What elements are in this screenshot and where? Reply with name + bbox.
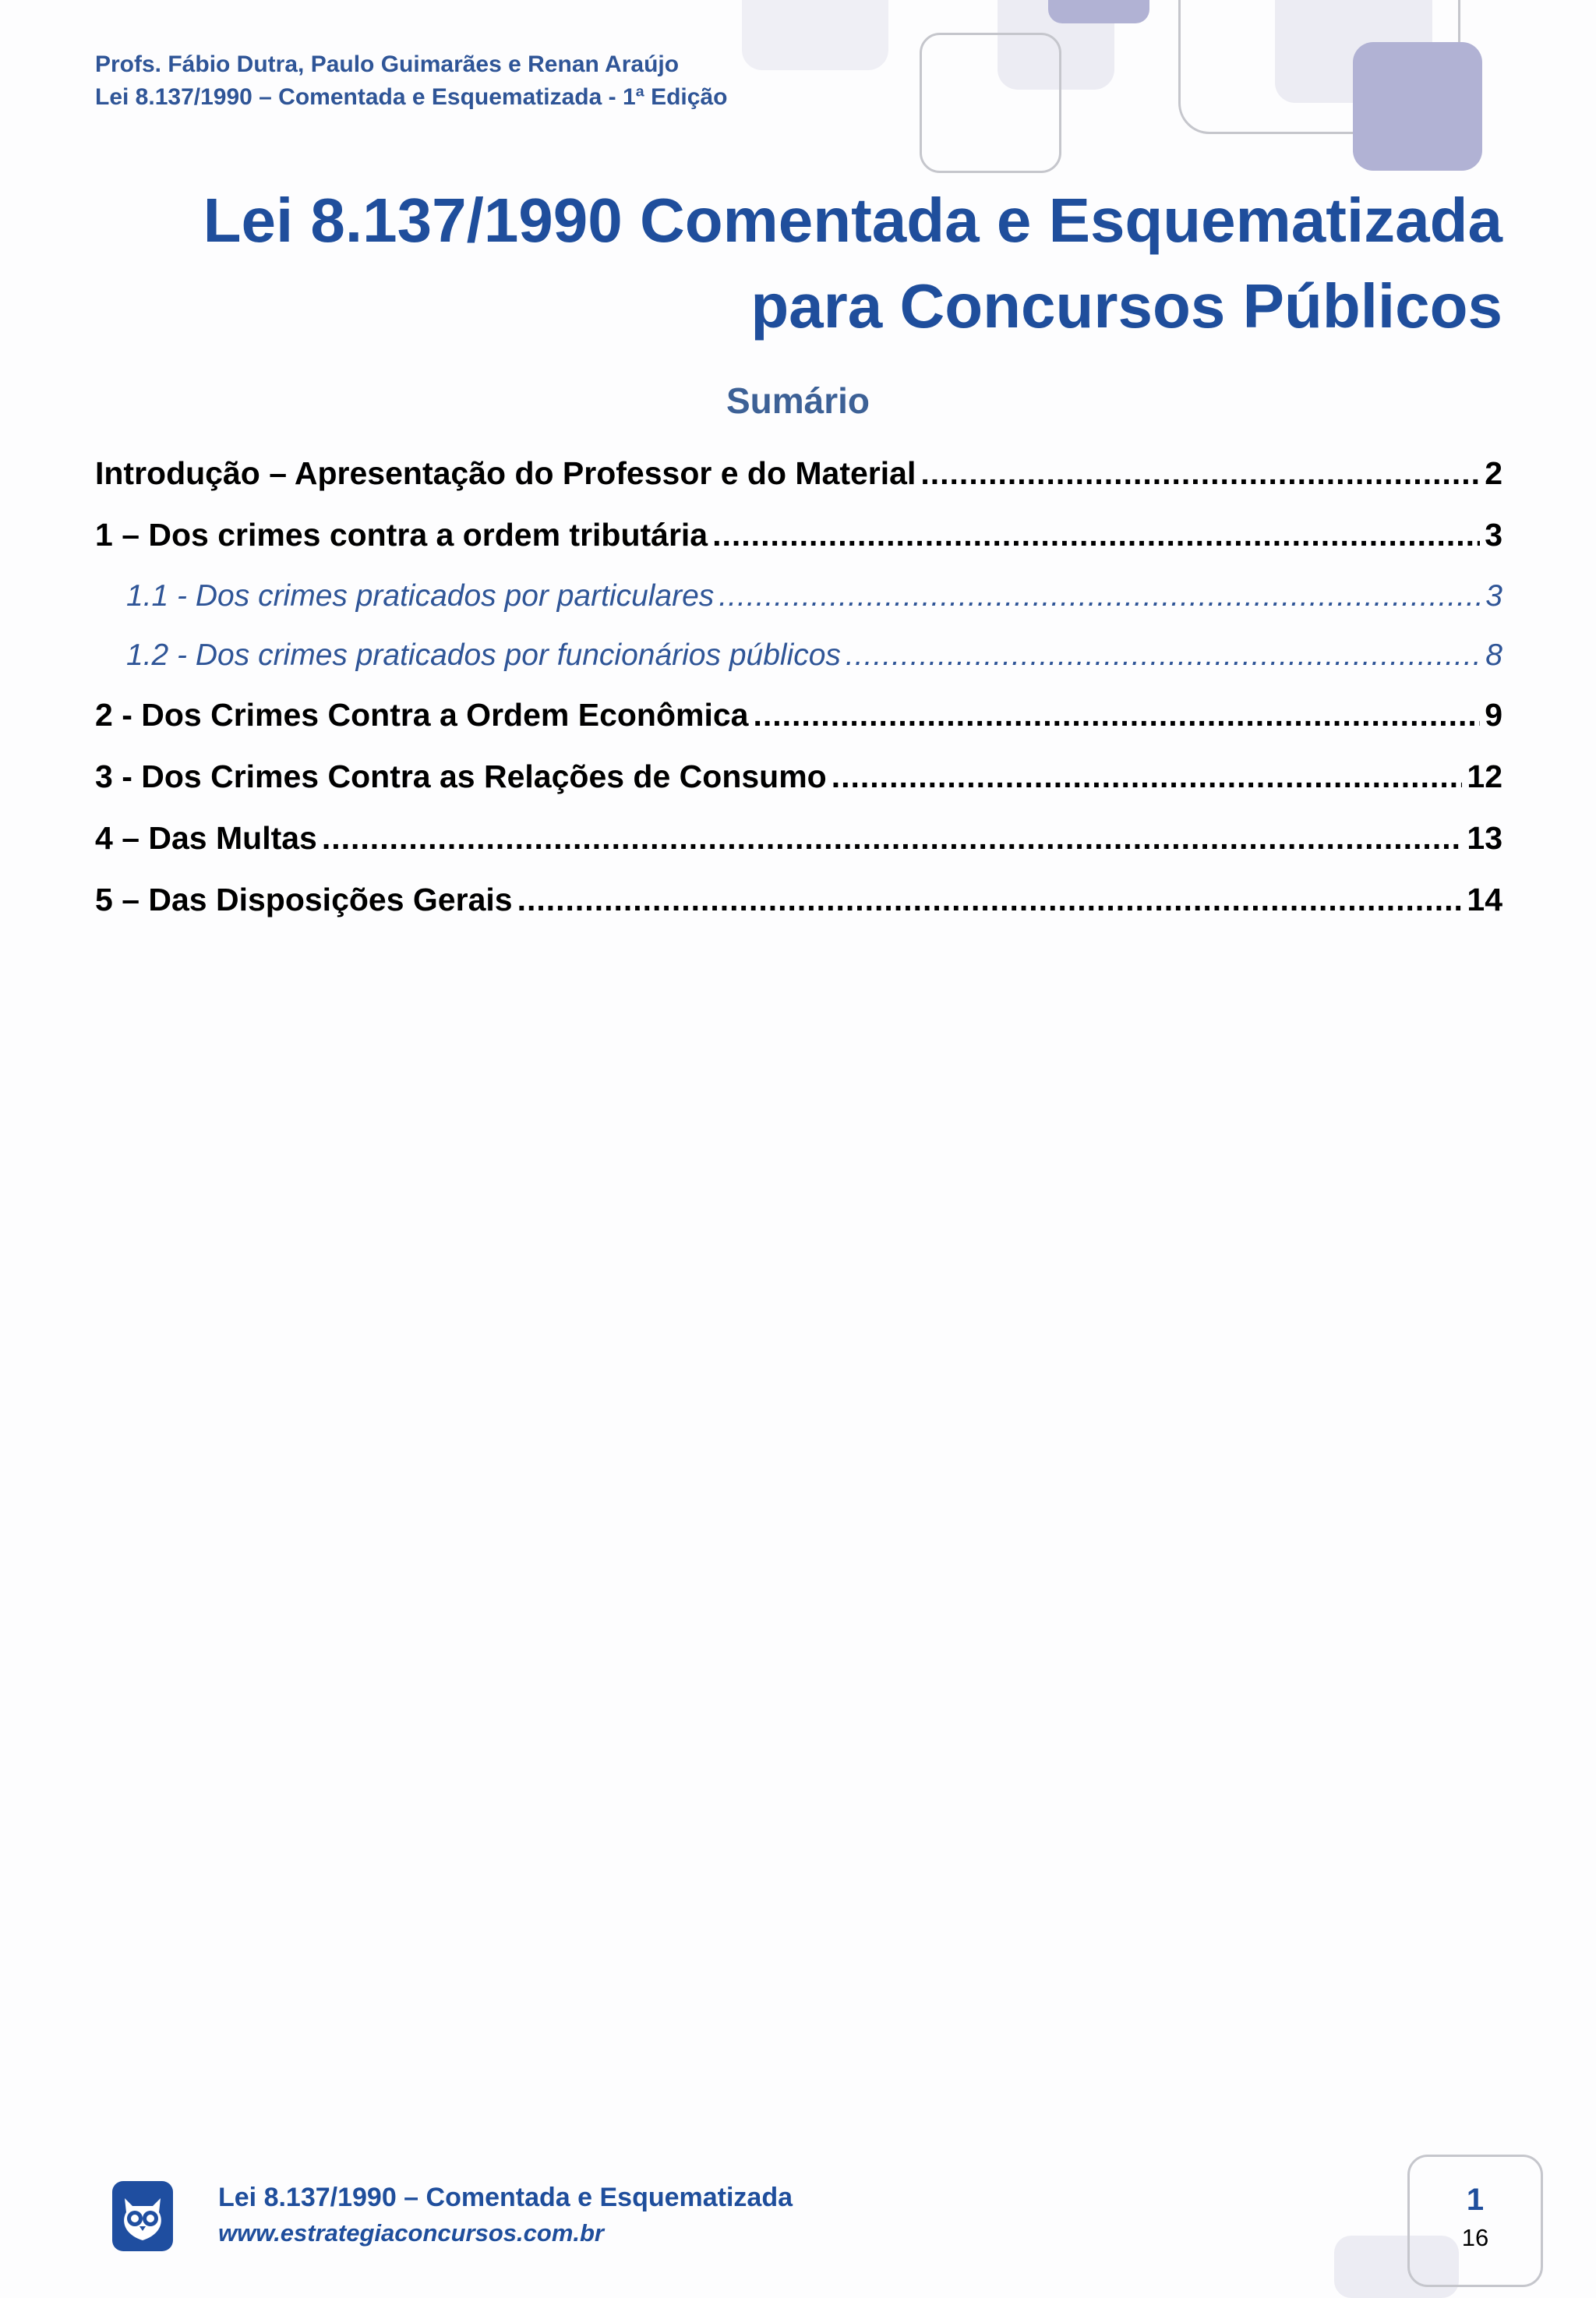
- toc-subentry-page: 3: [1485, 579, 1502, 613]
- toc-entry-label: 1 – Dos crimes contra a ordem tributária: [95, 517, 708, 553]
- toc-entry[interactable]: [95, 691, 1502, 752]
- footer-website-link[interactable]: www.estrategiaconcursos.com.br: [218, 2219, 605, 2247]
- toc-entry-label: 3 - Dos Crimes Contra as Relações de Consumo: [95, 758, 827, 794]
- decorative-square: [1353, 42, 1482, 171]
- toc-dot-leader: [719, 572, 1481, 620]
- toc-entry-page: 2: [1485, 455, 1502, 491]
- owl-logo-svg: [112, 2181, 173, 2251]
- toc-dot-leader: [322, 814, 1463, 862]
- decorative-square: [742, 0, 888, 70]
- header-authors: Profs. Fábio Dutra, Paulo Guimarães e Renan Araújo: [95, 51, 680, 77]
- toc-dot-leader: [712, 511, 1480, 559]
- header-subtitle: Lei 8.137/1990 – Comentada e Esquematizada - 1ª Edição: [95, 84, 728, 110]
- toc-entry-page: 14: [1467, 882, 1502, 917]
- toc-subentry[interactable]: [95, 572, 1502, 631]
- decorative-square-outline: [920, 33, 1061, 173]
- page-number-current: 1: [1466, 2183, 1485, 2217]
- toc-entry[interactable]: [95, 752, 1502, 814]
- toc-dot-leader: [753, 691, 1480, 739]
- toc-entry-page: 9: [1485, 697, 1502, 733]
- toc-dot-leader: [517, 875, 1463, 924]
- page-title: [203, 178, 1502, 349]
- toc-entry[interactable]: [95, 449, 1502, 511]
- toc-entry-label: Introdução – Apresentação do Professor e do Material: [95, 455, 916, 491]
- toc-entry[interactable]: [95, 814, 1502, 875]
- footer-text: [218, 2180, 793, 2251]
- footer-title: Lei 8.137/1990 – Comentada e Esquematizada: [218, 2183, 793, 2212]
- decorative-square: [1048, 0, 1149, 23]
- toc-subentry[interactable]: [95, 631, 1502, 691]
- summary-heading: Sumário: [726, 380, 870, 421]
- toc-entry-label: 4 – Das Multas: [95, 820, 317, 856]
- toc-dot-leader: [920, 449, 1480, 497]
- page-number-box: [1407, 2155, 1543, 2287]
- toc-entry-page: 12: [1467, 758, 1502, 794]
- toc-subentry-page: 8: [1485, 638, 1502, 672]
- toc-entry[interactable]: [95, 875, 1502, 937]
- table-of-contents: [95, 449, 1502, 937]
- toc-entry-label: 5 – Das Disposições Gerais: [95, 882, 513, 917]
- page-number-total: 16: [1461, 2224, 1489, 2251]
- toc-dot-leader: [846, 631, 1481, 680]
- toc-subentry-label: 1.2 - Dos crimes praticados por funcionários públicos: [126, 638, 841, 672]
- running-header: [95, 48, 727, 114]
- toc-entry[interactable]: [95, 511, 1502, 572]
- toc-entry-page: 13: [1467, 820, 1502, 856]
- toc-entry-label: 2 - Dos Crimes Contra a Ordem Econômica: [95, 697, 749, 733]
- toc-dot-leader: [832, 752, 1463, 801]
- toc-entry-page: 3: [1485, 517, 1502, 553]
- owl-logo-icon: [112, 2181, 173, 2251]
- toc-subentry-label: 1.1 - Dos crimes praticados por particulares: [126, 579, 715, 613]
- title-line-2: para Concursos Públicos: [750, 271, 1502, 341]
- title-line-1: Lei 8.137/1990 Comentada e Esquematizada: [203, 186, 1502, 255]
